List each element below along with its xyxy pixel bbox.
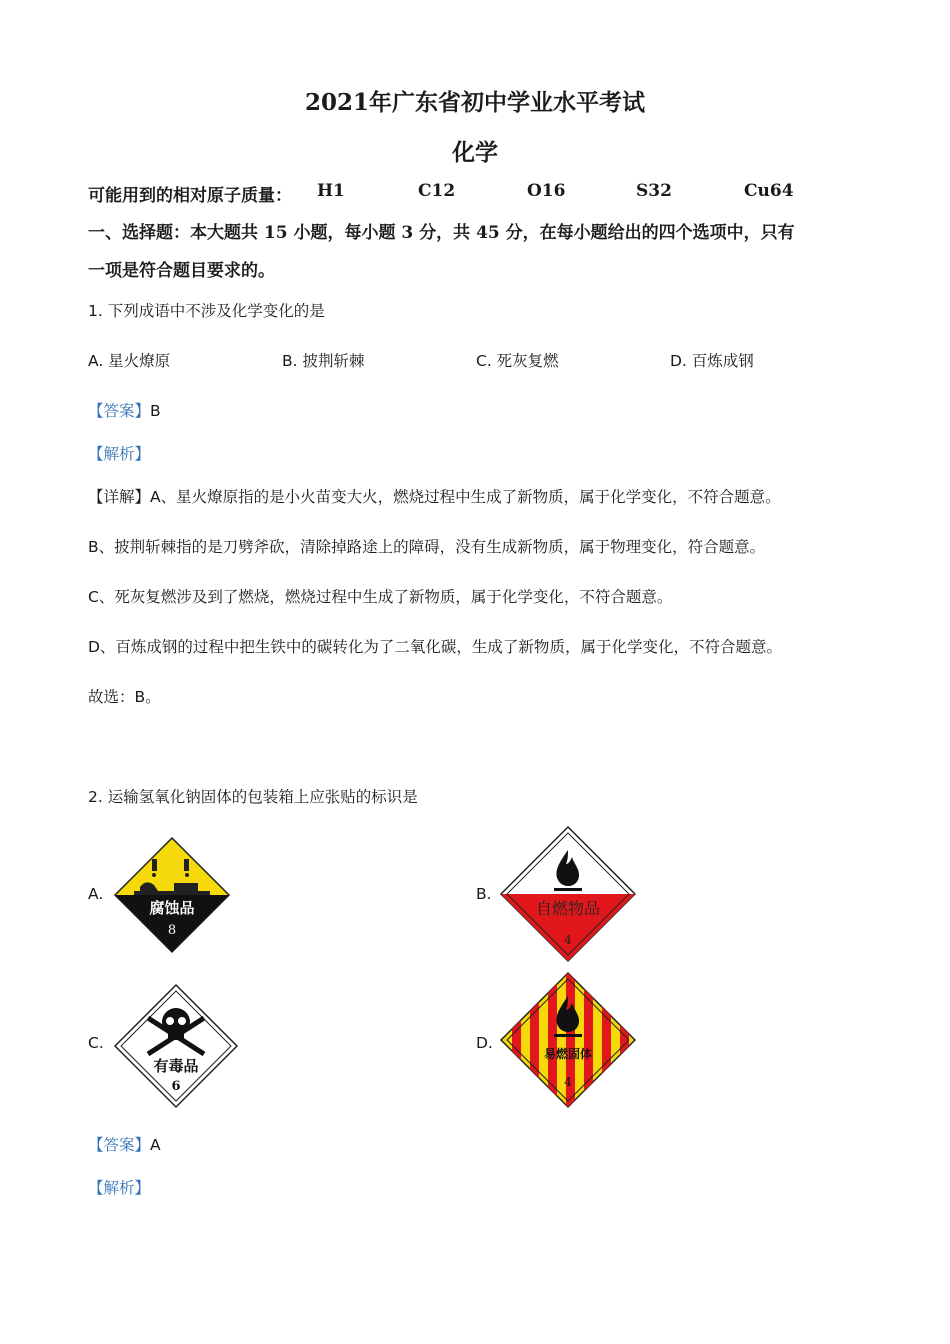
- q2-answer-tag: 【答案】: [88, 1136, 151, 1154]
- q1-detail-tag: 【详解】: [88, 488, 151, 506]
- q1-option-a: A. 星火燎原: [88, 352, 171, 370]
- q1-detail-a: [88, 485, 781, 507]
- q1-stem: 1. 下列成语中不涉及化学变化的是: [88, 302, 325, 320]
- atomic-mass-label: 可能用到的相对原子质量：: [88, 186, 292, 206]
- q1-detail-d: D、百炼成钢的过程中把生铁中的碳转化为了二氧化碳，生成了新物质，属于化学变化，不符合题意。: [88, 638, 782, 656]
- toxic-sign: [112, 982, 240, 1110]
- q1-detail-b: B、披荆斩棘指的是刀劈斧砍，清除掉路途上的障碍，没有生成新物质，属于物理变化，符合题意。: [88, 538, 766, 556]
- q1-detail-c: C、死灰复燃涉及到了燃烧，燃烧过程中生成了新物质，属于化学变化，不符合题意。: [88, 588, 673, 606]
- flammable-solid-sign-text: 易燃固体: [543, 1047, 593, 1061]
- q1-option-b: B. 披荆斩棘: [282, 352, 365, 370]
- q1-option-d: D. 百炼成钢: [670, 352, 754, 370]
- spontaneous-combustion-sign-text: 自燃物品: [535, 899, 601, 918]
- q2-option-a-label: A.: [88, 885, 104, 903]
- q2-stem: 2. 运输氢氧化钠固体的包装箱上应张贴的标识是: [88, 788, 418, 806]
- q2-answer: [88, 1133, 161, 1155]
- toxic-sign-text: 有毒品: [153, 1057, 199, 1075]
- q1-answer-tag: 【答案】: [88, 402, 151, 420]
- q1-detail-a-text: A、星火燎原指的是小火苗变大火，燃烧过程中生成了新物质，属于化学变化，不符合题意。: [150, 488, 781, 506]
- q1-answer-value: B: [150, 402, 161, 420]
- corrosive-sign-number: 8: [167, 923, 177, 938]
- q2-option-c-label: C.: [88, 1034, 104, 1052]
- q1-analysis-tag: 【解析】: [88, 445, 151, 463]
- atomic-mass-cu: Cu64: [744, 181, 794, 201]
- exam-title: 2021年广东省初中学业水平考试: [304, 89, 645, 116]
- q2-option-b-label: B.: [476, 885, 492, 903]
- flammable-solid-sign: [498, 970, 638, 1110]
- spontaneous-combustion-sign-number: 4: [564, 933, 572, 947]
- q1-conclusion: 故选：B。: [88, 688, 161, 706]
- flammable-solid-sign-number: 4: [564, 1075, 572, 1089]
- atomic-mass-h: H1: [317, 181, 345, 201]
- section-heading-line2: 一项是符合题目要求的。: [88, 261, 275, 281]
- q2-option-d-label: D.: [476, 1034, 493, 1052]
- q2-answer-value: A: [150, 1136, 161, 1154]
- corrosive-sign-text: 腐蚀品: [149, 899, 195, 917]
- toxic-sign-number: 6: [171, 1079, 181, 1094]
- atomic-mass-c: C12: [418, 181, 456, 201]
- corrosive-sign: [112, 835, 232, 955]
- spontaneous-combustion-sign: [498, 824, 638, 964]
- q1-answer: [88, 399, 161, 421]
- section-heading-line1: 一、选择题：本大题共 15 小题，每小题 3 分，共 45 分，在每小题给出的四个选项中，只有: [88, 223, 795, 243]
- atomic-mass-o: O16: [527, 181, 566, 201]
- atomic-mass-s: S32: [636, 181, 672, 201]
- exam-subject: 化学: [452, 139, 498, 166]
- q1-option-c: C. 死灰复燃: [476, 352, 559, 370]
- q2-analysis-tag: 【解析】: [88, 1179, 151, 1197]
